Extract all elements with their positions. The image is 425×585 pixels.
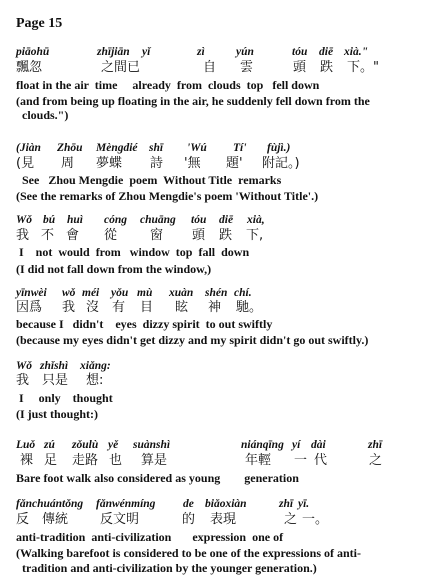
hanzi-word: 一 bbox=[294, 453, 308, 468]
translation-line: (Walking barefoot is considered to be one of the expressions of anti- bbox=[16, 546, 362, 560]
english-gloss: I not would from window top fall down bbox=[16, 245, 250, 259]
english-gloss: anti-tradition anti-civilization expression one of bbox=[16, 530, 284, 544]
hanzi-word: '無 bbox=[184, 156, 201, 171]
english-gloss: See Zhou Mengdie poem Without Title remarks bbox=[16, 173, 282, 187]
hanzi-word: 年輕 bbox=[245, 453, 272, 468]
translation-line: (I just thought:) bbox=[16, 407, 99, 421]
pinyin-word: tóu bbox=[191, 214, 207, 226]
page-number: Page 15 bbox=[16, 16, 63, 31]
pinyin-word: Zhōu bbox=[57, 142, 83, 154]
pinyin-word: zhī bbox=[279, 498, 294, 510]
hanzi-word: 神 bbox=[208, 300, 222, 315]
hanzi-word: 飄忽 bbox=[16, 60, 43, 75]
pinyin-word: fǎnchuántǒng bbox=[16, 498, 84, 510]
pinyin-word: fǎnwénmíng bbox=[96, 498, 156, 510]
translation-line: clouds.") bbox=[16, 108, 69, 122]
hanzi-word: 目 bbox=[140, 300, 154, 315]
pinyin-word: yīnwèi bbox=[16, 287, 47, 299]
pinyin-word: zú bbox=[44, 439, 55, 451]
hanzi-word: 沒 bbox=[86, 300, 100, 315]
pinyin-word: de bbox=[183, 498, 194, 510]
hanzi-word: 我 bbox=[16, 228, 30, 243]
hanzi-word: 頭 bbox=[293, 60, 307, 75]
pinyin-word: mù bbox=[137, 287, 153, 299]
hanzi-word: 因爲 bbox=[16, 300, 43, 315]
hanzi-word: 想: bbox=[86, 373, 104, 388]
hanzi-word: 傳統 bbox=[42, 512, 69, 527]
pinyin-word: suànshì bbox=[133, 439, 171, 451]
pinyin-word: chí. bbox=[234, 287, 252, 299]
hanzi-word: 也 bbox=[109, 453, 123, 468]
english-gloss: Bare foot walk also considered as young generation bbox=[16, 471, 299, 485]
hanzi-word: 夢蝶 bbox=[96, 156, 123, 171]
hanzi-word: 雲 bbox=[240, 60, 254, 75]
hanzi-word: 表現 bbox=[210, 512, 237, 527]
hanzi-word: 跌 bbox=[320, 60, 334, 75]
hanzi-word: 下。" bbox=[347, 60, 379, 75]
pinyin-word: xiǎng: bbox=[80, 360, 111, 372]
hanzi-word: (見 bbox=[16, 156, 35, 171]
pinyin-word: xuàn bbox=[169, 287, 194, 299]
hanzi-word: 我 bbox=[62, 300, 76, 315]
hanzi-word: 頭 bbox=[192, 228, 206, 243]
hanzi-word: 反 bbox=[16, 512, 30, 527]
hanzi-word: 之 bbox=[284, 512, 298, 527]
english-gloss: float in the air time already from clouds top fell down bbox=[16, 78, 320, 92]
hanzi-word: 一。 bbox=[302, 512, 329, 527]
pinyin-word: yí bbox=[292, 439, 301, 451]
pinyin-word: fùjì.) bbox=[267, 142, 291, 154]
pinyin-word: xià, bbox=[247, 214, 265, 226]
hanzi-word: 下, bbox=[246, 228, 264, 243]
pinyin-word: Mèngdié bbox=[96, 142, 138, 154]
pinyin-word: yǐ bbox=[142, 46, 151, 58]
hanzi-word: 詩 bbox=[150, 156, 164, 171]
hanzi-word: 自 bbox=[203, 60, 217, 75]
hanzi-word: 之 bbox=[369, 453, 383, 468]
pinyin-word: yě bbox=[108, 439, 119, 451]
pinyin-word: méi bbox=[82, 287, 100, 299]
pinyin-word: wǒ bbox=[62, 287, 76, 299]
hanzi-word: 只是 bbox=[42, 373, 69, 388]
pinyin-word: xià." bbox=[344, 46, 368, 58]
pinyin-word: diē bbox=[319, 46, 334, 58]
pinyin-word: Luǒ bbox=[16, 439, 36, 451]
pinyin-word: dài bbox=[311, 439, 326, 451]
pinyin-word: (Jiàn bbox=[16, 142, 41, 154]
pinyin-word: zhǐshì bbox=[40, 360, 69, 372]
pinyin-word: shén bbox=[205, 287, 228, 299]
hanzi-word: 裸 bbox=[20, 453, 34, 468]
pinyin-word: cóng bbox=[104, 214, 127, 226]
english-gloss: because I didn't eyes dizzy spirit to out swiftly bbox=[16, 317, 273, 331]
hanzi-word: 會 bbox=[66, 228, 80, 243]
hanzi-word: 足 bbox=[44, 453, 58, 468]
pinyin-word: yǒu bbox=[111, 287, 129, 299]
pinyin-word: zhī bbox=[368, 439, 383, 451]
pinyin-word: bú bbox=[43, 214, 56, 226]
hanzi-word: 題' bbox=[226, 156, 243, 171]
pinyin-word: 'Wú bbox=[187, 142, 207, 154]
translation-line: (because my eyes didn't get dizzy and my spirit didn't go out swiftly.) bbox=[16, 333, 369, 347]
pinyin-word: Wǒ bbox=[16, 360, 32, 372]
hanzi-word: 馳。 bbox=[236, 300, 263, 315]
hanzi-word: 窗 bbox=[150, 228, 164, 243]
pinyin-word: shī bbox=[149, 142, 164, 154]
english-gloss: I only thought bbox=[16, 391, 113, 405]
pinyin-word: Wǒ bbox=[16, 214, 32, 226]
hanzi-word: 走路 bbox=[72, 453, 99, 468]
hanzi-word: 附記。) bbox=[262, 156, 300, 171]
hanzi-word: 我 bbox=[16, 373, 30, 388]
hanzi-word: 的 bbox=[182, 512, 196, 527]
pinyin-word: yún bbox=[236, 46, 254, 58]
hanzi-word: 周 bbox=[61, 156, 75, 171]
hanzi-word: 眩 bbox=[175, 300, 189, 315]
translation-line: tradition and anti-civilization by the younger generation.) bbox=[16, 561, 317, 575]
pinyin-word: tóu bbox=[292, 46, 308, 58]
pinyin-word: Tí' bbox=[233, 142, 247, 154]
pinyin-word: zhījiān bbox=[97, 46, 130, 58]
hanzi-word: 有 bbox=[112, 300, 126, 315]
pinyin-word: yī. bbox=[298, 498, 310, 510]
pinyin-word: chuāng bbox=[140, 214, 176, 226]
pinyin-word: huì bbox=[67, 214, 83, 226]
hanzi-word: 不 bbox=[41, 228, 55, 243]
pinyin-word: zì bbox=[197, 46, 205, 58]
translation-line: (and from being up floating in the air, he suddenly fell down from the bbox=[16, 94, 370, 108]
translation-line: (See the remarks of Zhou Mengdie's poem 'Without Title'.) bbox=[16, 189, 319, 203]
pinyin-word: diē bbox=[219, 214, 234, 226]
hanzi-word: 從 bbox=[104, 228, 118, 243]
hanzi-word: 之間已 bbox=[101, 60, 141, 75]
pinyin-word: niánqīng bbox=[241, 439, 284, 451]
hanzi-word: 代 bbox=[314, 453, 328, 468]
pinyin-word: biǎoxiàn bbox=[205, 498, 247, 510]
translation-line: (I did not fall down from the window,) bbox=[16, 262, 212, 276]
hanzi-word: 算是 bbox=[141, 453, 168, 468]
pinyin-word: piāohū bbox=[16, 46, 50, 58]
pinyin-word: zǒulù bbox=[72, 439, 99, 451]
hanzi-word: 跌 bbox=[219, 228, 233, 243]
hanzi-word: 反文明 bbox=[100, 512, 140, 527]
